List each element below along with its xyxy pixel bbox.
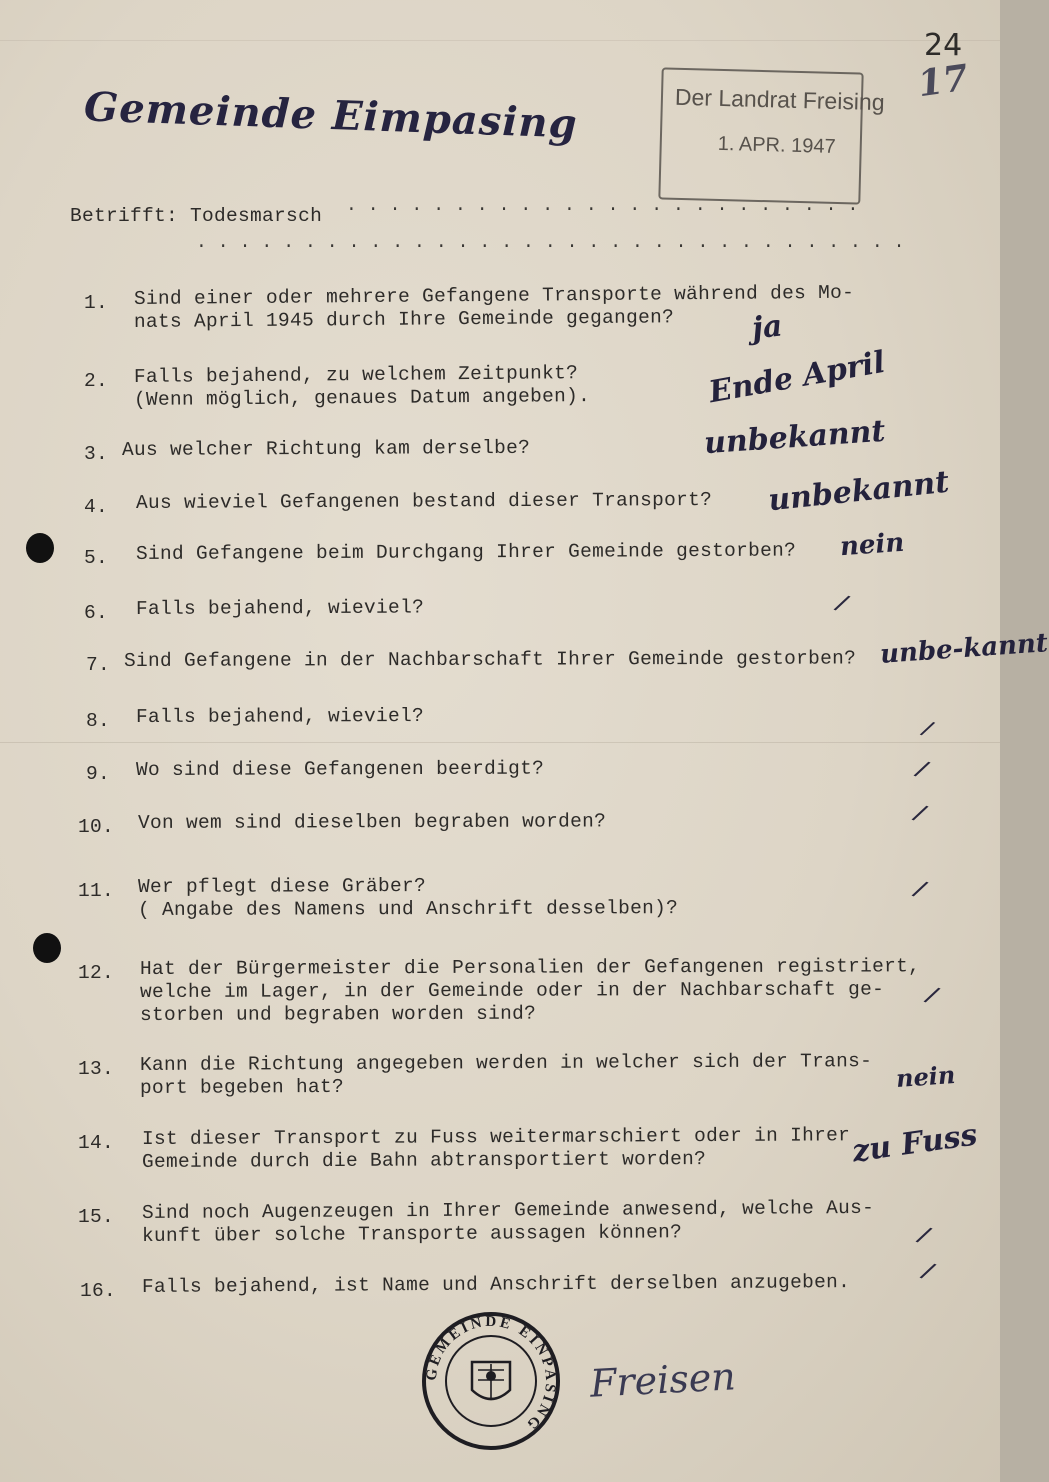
- handwritten-answer: Ende April: [706, 344, 888, 411]
- question-text-line: Gemeinde durch die Bahn abtransportiert worden?: [141, 1148, 707, 1173]
- fold-line: [0, 40, 1000, 41]
- question-text-line: welche im Lager, in der Gemeinde oder in der Nachbarschaft ge-: [139, 978, 885, 1003]
- punch-hole: [33, 933, 61, 963]
- question-text-line: kunft über solche Transporte aussagen können?: [141, 1221, 683, 1247]
- question-number: 7.: [86, 654, 111, 676]
- seal-text: GEMEINDE EINPASING: [423, 1313, 559, 1434]
- punch-hole: [26, 533, 54, 563]
- question-text-line: storben und begraben worden sind?: [139, 1002, 537, 1026]
- question-number: 3.: [84, 443, 109, 465]
- question-text-line: (Wenn möglich, genaues Datum angeben).: [133, 385, 591, 411]
- subject-label: Betrifft:: [70, 205, 179, 227]
- fold-line: [0, 742, 1000, 743]
- question-text-line: Wo sind diese Gefangenen beerdigt?: [135, 757, 545, 781]
- handwritten-answer: unbekannt: [766, 464, 951, 519]
- subject-line: [70, 205, 322, 227]
- question-number: 13.: [78, 1058, 115, 1080]
- question-number: 15.: [78, 1206, 115, 1228]
- question-text-line: Sind noch Augenzeugen in Ihrer Gemeinde anwesend, welche Aus-: [141, 1196, 875, 1224]
- mayor-signature: Freisen: [588, 1354, 737, 1406]
- answer-dash-mark: /: [911, 875, 929, 903]
- question-text-line: Aus wieviel Gefangenen bestand dieser Transport?: [135, 488, 713, 514]
- received-stamp: [658, 67, 885, 204]
- question-number: 12.: [78, 962, 115, 984]
- question-number: 9.: [86, 763, 111, 785]
- page-number-handwritten: 17: [915, 56, 971, 106]
- question-number: 16.: [80, 1280, 117, 1302]
- handwritten-answer: unbekannt: [703, 413, 887, 462]
- handwritten-answer: ja: [750, 308, 785, 347]
- handwritten-answer: nein: [895, 1059, 957, 1094]
- question-text-line: Falls bejahend, wieviel?: [135, 704, 425, 728]
- question-text-line: Kann die Richtung angegeben werden in welcher sich der Trans-: [139, 1050, 873, 1076]
- answer-dash-mark: /: [911, 799, 929, 827]
- question-text-line: Von wem sind dieselben begraben worden?: [137, 810, 607, 834]
- dotted-leader: ·································: [196, 237, 916, 257]
- dotted-leader: ························: [346, 200, 870, 220]
- question-number: 6.: [84, 602, 109, 624]
- question-text-line: Ist dieser Transport zu Fuss weitermarschiert oder in Ihrer: [141, 1124, 851, 1150]
- question-text-line: Sind einer oder mehrere Gefangene Transporte während des Mo-: [133, 281, 855, 310]
- answer-dash-mark: /: [833, 589, 851, 617]
- handwritten-answer: zu Fuss: [850, 1117, 980, 1170]
- stamp-authority: Der Landrat Freising: [674, 83, 885, 116]
- question-number: 5.: [84, 547, 109, 569]
- question-number: 10.: [78, 816, 115, 838]
- answer-dash-mark: /: [923, 981, 941, 1009]
- question-text-line: Sind Gefangene beim Durchgang Ihrer Gemeinde gestorben?: [135, 539, 797, 565]
- handwritten-answer: unbe-kannt: [879, 628, 1049, 670]
- question-text-line: Hat der Bürgermeister die Personalien der Gefangenen registriert,: [139, 955, 921, 980]
- question-number: 4.: [84, 496, 109, 518]
- question-text-line: ( Angabe des Namens und Anschrift desselben)?: [137, 897, 679, 921]
- question-number: 11.: [78, 880, 115, 902]
- question-number: 14.: [78, 1132, 115, 1154]
- question-number: 8.: [86, 710, 111, 732]
- question-number: 2.: [84, 370, 109, 392]
- coat-of-arms-icon: [472, 1362, 510, 1399]
- handwritten-answer: nein: [839, 527, 906, 563]
- question-text-line: nats April 1945 durch Ihre Gemeinde gegangen?: [133, 306, 675, 333]
- question-text-line: Falls bejahend, ist Name und Anschrift derselben anzugeben.: [141, 1271, 851, 1298]
- question-text-line: Aus welcher Richtung kam derselbe?: [121, 436, 531, 461]
- page-number: 24: [924, 28, 963, 63]
- answer-dash-mark: /: [913, 755, 931, 783]
- answer-dash-mark: /: [919, 1257, 937, 1285]
- municipality-seal: [420, 1310, 562, 1452]
- question-number: 1.: [84, 292, 109, 314]
- answer-dash-mark: /: [915, 1221, 933, 1249]
- question-text-line: Sind Gefangene in der Nachbarschaft Ihrer Gemeinde gestorben?: [123, 647, 857, 672]
- stamp-date: 1. APR. 1947: [717, 132, 836, 158]
- question-text-line: Wer pflegt diese Gräber?: [137, 874, 427, 898]
- question-text-line: port begeben hat?: [139, 1075, 345, 1099]
- subject-value: Todesmarsch: [190, 205, 323, 227]
- question-text-line: Falls bejahend, zu welchem Zeitpunkt?: [133, 362, 579, 388]
- handwritten-municipality-header: Gemeinde Eimpasing: [83, 83, 579, 148]
- answer-dash-mark: /: [920, 715, 936, 741]
- question-text-line: Falls bejahend, wieviel?: [135, 596, 425, 620]
